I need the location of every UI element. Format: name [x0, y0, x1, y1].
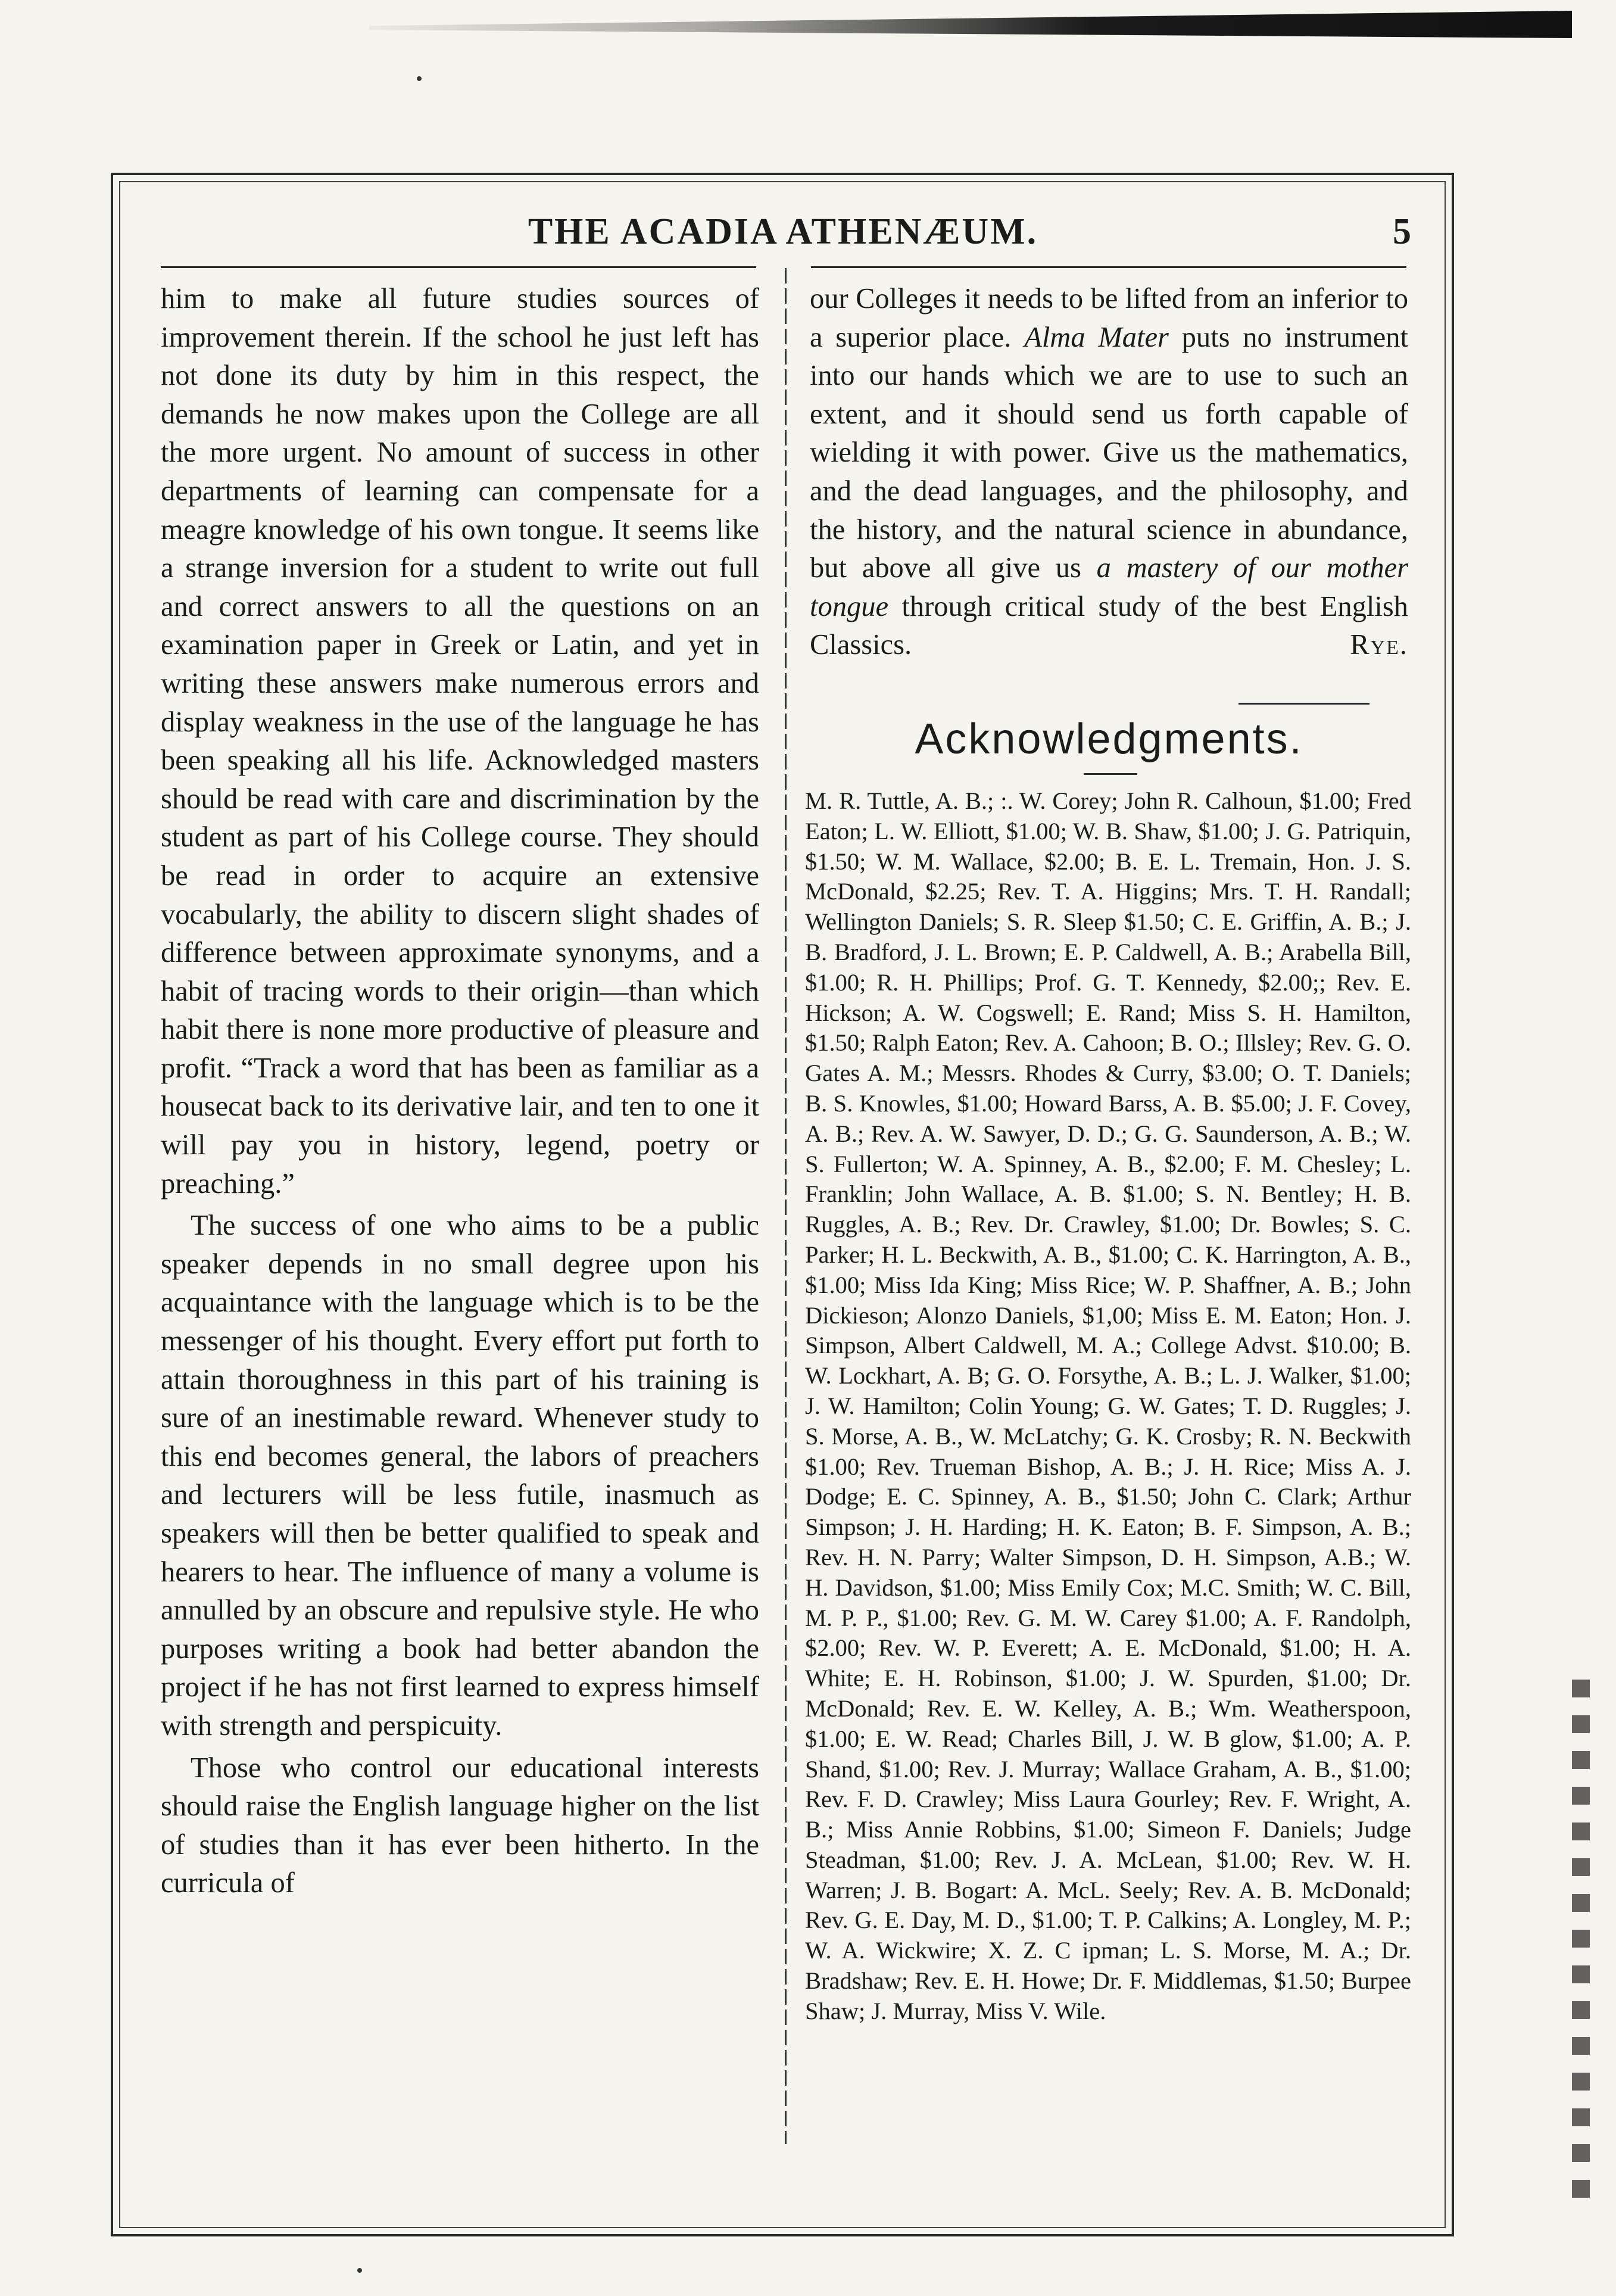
paragraph: Those who control our educational interests should raise the English language higher on the list of studies than it has ever been hitherto. In the curricula of — [161, 1752, 759, 1899]
paragraph: him to make all future studies sources of improvement therein. If the school he just left has not done its duty by him in this respect, the demands he now makes upon the College are all the more urgent. No amount of success in other departments of learning can compensate for a meagre knowledge of his own tongue. It seems like a strange inversion for a student to write out full and correct answers to all the questions on an examination paper in Greek or Latin, and yet in writing these answers make numerous errors and display weakness in the use of the language he has been speaking all his life. Acknowledged masters should be read with care and discrimination by the student as part of his College course. They should be read in order to acquire an extensive vocabularly, the ability to discern slight shades of difference between approximate synonyms, and a habit of tracing words to their origin—than which habit there is none more productive of pleasure and profit. “Track a word that has been as familiar as a housecat back to its derivative lair, and ten to one it will pay you in history, legend, poetry or preaching.” — [161, 283, 759, 1200]
heading-underline — [1084, 773, 1137, 775]
page-number: 5 — [1393, 211, 1411, 252]
right-column — [810, 280, 1408, 665]
continuation-text: puts no instrument into our hands which we are to use to such an extent, and it should send us forth capable of wielding it with power. Give us the mathematics, and the dead languages, and the philosophy, and the history, and the natural science in abundance, but above all give us — [810, 321, 1409, 584]
scan-edge-marks — [1572, 1680, 1590, 2216]
header-rule-right — [811, 266, 1406, 268]
journal-title: THE ACADIA ATHENÆUM. — [528, 211, 1038, 252]
scan-speck — [357, 2268, 362, 2273]
paragraph: The success of one who aims to be a public speaker depends in no small degree upon his acquaintance with the language which is to be the messenger of his thought. Every effort put forth to attain thoroughness in this part of his training is sure of an inestimable reward. Whenever study to this end becomes general, the labors of preachers and lecturers will be less futile, inasmuch as speakers will then be better qualified to speak and hearers to hear. The influence of many a volume is annulled by an obscure and repulsive style. He who purposes writing a book had better abandon the project if he has not first learned to express himself with strength and perspicuity. — [161, 1210, 759, 1742]
acknowledgments-list — [805, 786, 1411, 2027]
emphasis-italic: a mastery of our mother tongue — [810, 552, 1408, 622]
article-continuation — [810, 280, 1408, 665]
header-rule — [161, 266, 756, 268]
scan-edge-strip — [369, 11, 1572, 38]
alma-mater-italic: Alma Mater — [1024, 321, 1169, 353]
section-rule — [1238, 703, 1369, 705]
running-header — [137, 203, 1429, 256]
author-signature: Rye. — [1350, 629, 1408, 661]
continuation-text: our Colleges it needs to be lifted from an inferior to a superior place. — [810, 283, 1408, 353]
column-divider — [785, 268, 787, 2144]
left-column — [161, 280, 759, 1903]
scan-speck — [417, 76, 422, 81]
acknowledgments-heading: Acknowledgments. — [915, 715, 1303, 763]
acknowledgments-text: M. R. Tuttle, A. B.; :. W. Corey; John R. Calhoun, $1.00; Fred Eaton; L. W. Elliott, $1.00; W. B. Shaw, $1.00; J. G. Patriquin, $1.50; W. M. Wallace, $2.00; B. E. L. Tremain, Hon. J. S. McDonald, $2.25; Rev. T. A. Higgins; Mrs. T. H. Randall; Wellington Daniels; S. R. Sleep $1.50; C. E. Griffin, A. B.; J. B. Bradford, J. L. Brown; E. P. Caldwell, A. B.; Arabella Bill, $1.00; R. H. Phillips; Prof. G. T. Kennedy, $2.00;; Rev. E. Hickson; A. W. Cogswell; E. Rand; Miss S. H. Hamilton, $1.50; Ralph Eaton; Rev. A. Cahoon; B. O.; Illsley; Rev. G. O. Gates A. M.; Messrs. Rhodes & Curry, $3.00; O. T. Daniels; B. S. Knowles, $1.00; Howard Barss, A. B. $5.00; J. F. Covey, A. B.; Rev. A. W. Sawyer, D. D.; G. G. Saunderson, A. B.; W. S. Fullerton; W. A. Spinney, A. B., $2.00; F. M. Chesley; L. Franklin; John Wallace, A. B. $1.00; S. N. Bentley; H. B. Ruggles, A. B.; Rev. Dr. Crawley, $1.00; Dr. Bowles; S. C. Parker; H. L. Beckwith, A. B., $1.00; C. K. Harrington, A. B., $1.00; Miss Ida King; Miss Rice; W. P. Shaffner, A. B.; John Dickieson; Alonzo Daniels, $1,00; Miss E. M. Eaton; Hon. J. Simpson, Albert Caldwell, M. A.; College Advst. $10.00; B. W. Lockhart, A. B; G. O. Forsythe, A. B.; L. J. Walker, $1.00; J. W. Hamilton; Colin Young; G. W. Gates; T. D. Ruggles; J. S. Morse, A. B., W. McLatchy; G. K. Crosby; R. N. Beckwith $1.00; Rev. Trueman Bishop, A. B.; J. H. Rice; Miss A. J. Dodge; E. C. Spinney, A. B., $1.50; John C. Clark; Arthur Simpson; J. H. Harding; H. K. Eaton; B. F. Simpson, A. B.; Rev. H. N. Parry; Walter Simpson, D. H. Simpson, A.B.; W. H. Davidson, $1.00; Miss Emily Cox; M.C. Smith; W. C. Bill, M. P. P., $1.00; Rev. G. M. W. Carey $1.00; A. F. Randolph, $2.00; Rev. W. P. Everett; A. E. McDonald, $1.00; H. A. White; E. H. Robinson, $1.00; J. W. Spurden, $1.00; Dr. McDonald; Rev. E. W. Kelley, A. B.; Wm. Weatherspoon, $1.00; E. W. Read; Charles Bill, J. W. B glow, $1.00; A. P. Shand, $1.00; Rev. J. Murray; Wallace Graham, A. B., $1.00; Rev. F. D. Crawley; Miss Laura Gourley; Rev. F. Wright, A. B.; Miss Annie Robbins, $1.00; Simeon F. Daniels; Judge Steadman, $1.00; Rev. J. A. McLean, $1.00; Rev. W. H. Warren; J. B. Bogart: A. McL. Seely; Rev. A. B. McDonald; Rev. G. E. Day, M. D., $1.00; T. P. Calkins; A. Longley, M. P.; W. A. Wickwire; X. Z. C ipman; L. S. Morse, M. A.; Dr. Bradshaw; Rev. E. H. Howe; Dr. F. Middlemas, $1.50; Burpee Shaw; J. Murray, Miss V. Wile. — [805, 787, 1411, 2024]
continuation-text: through critical study of the best English Classics. — [810, 590, 1408, 661]
